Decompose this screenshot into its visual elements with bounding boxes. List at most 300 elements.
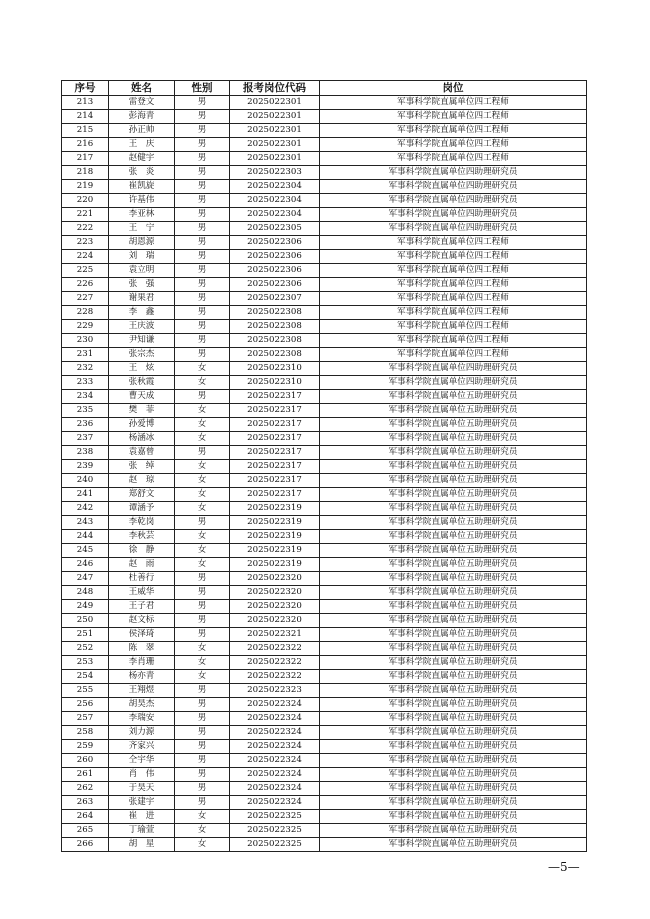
- table-row: [62, 432, 587, 446]
- cell-serial-number: 242: [62, 502, 109, 516]
- cell-position: 军事科学院直属单位四工程师: [320, 306, 587, 320]
- cell-position: 军事科学院直属单位四助理研究员: [320, 362, 587, 376]
- cell-name: 徐 静: [109, 544, 175, 558]
- cell-name: 袁嘉曾: [109, 446, 175, 460]
- cell-serial-number: 265: [62, 824, 109, 838]
- cell-serial-number: 239: [62, 460, 109, 474]
- cell-position-code: 2025022320: [230, 600, 320, 614]
- table-row: [62, 404, 587, 418]
- cell-name: 于昊天: [109, 782, 175, 796]
- table-row: [62, 320, 587, 334]
- cell-serial-number: 241: [62, 488, 109, 502]
- cell-position: 军事科学院直属单位五助理研究员: [320, 838, 587, 852]
- table-row: [62, 292, 587, 306]
- cell-serial-number: 228: [62, 306, 109, 320]
- cell-position-code: 2025022319: [230, 530, 320, 544]
- cell-position: 军事科学院直属单位五助理研究员: [320, 740, 587, 754]
- cell-position-code: 2025022301: [230, 124, 320, 138]
- header-name: 姓名: [109, 81, 175, 96]
- cell-position-code: 2025022317: [230, 446, 320, 460]
- table-row: [62, 544, 587, 558]
- cell-serial-number: 264: [62, 810, 109, 824]
- cell-gender: 男: [175, 222, 230, 236]
- cell-serial-number: 218: [62, 166, 109, 180]
- cell-gender: 男: [175, 600, 230, 614]
- cell-serial-number: 219: [62, 180, 109, 194]
- cell-position-code: 2025022324: [230, 726, 320, 740]
- cell-name: 张秋霞: [109, 376, 175, 390]
- cell-position: 军事科学院直属单位五助理研究员: [320, 768, 587, 782]
- cell-serial-number: 217: [62, 152, 109, 166]
- cell-gender: 男: [175, 586, 230, 600]
- cell-position: 军事科学院直属单位五助理研究员: [320, 404, 587, 418]
- table-row: [62, 754, 587, 768]
- cell-name: 李 鑫: [109, 306, 175, 320]
- cell-serial-number: 214: [62, 110, 109, 124]
- cell-gender: 男: [175, 278, 230, 292]
- cell-gender: 男: [175, 698, 230, 712]
- cell-gender: 男: [175, 236, 230, 250]
- cell-position-code: 2025022320: [230, 572, 320, 586]
- table-row: [62, 684, 587, 698]
- candidate-table: [61, 80, 587, 852]
- cell-name: 郑舒文: [109, 488, 175, 502]
- cell-position: 军事科学院直属单位四工程师: [320, 96, 587, 110]
- cell-gender: 男: [175, 208, 230, 222]
- cell-serial-number: 251: [62, 628, 109, 642]
- cell-position: 军事科学院直属单位五助理研究员: [320, 516, 587, 530]
- cell-position: 军事科学院直属单位四工程师: [320, 250, 587, 264]
- cell-serial-number: 223: [62, 236, 109, 250]
- cell-gender: 男: [175, 628, 230, 642]
- cell-position: 军事科学院直属单位四工程师: [320, 110, 587, 124]
- cell-gender: 男: [175, 250, 230, 264]
- cell-name: 曹天成: [109, 390, 175, 404]
- cell-position-code: 2025022317: [230, 432, 320, 446]
- table-row: [62, 740, 587, 754]
- cell-position: 军事科学院直属单位四工程师: [320, 278, 587, 292]
- cell-serial-number: 252: [62, 642, 109, 656]
- table-row: [62, 236, 587, 250]
- cell-gender: 女: [175, 418, 230, 432]
- cell-gender: 女: [175, 558, 230, 572]
- cell-position-code: 2025022319: [230, 516, 320, 530]
- cell-serial-number: 246: [62, 558, 109, 572]
- cell-gender: 男: [175, 264, 230, 278]
- cell-gender: 女: [175, 362, 230, 376]
- cell-position: 军事科学院直属单位四工程师: [320, 264, 587, 278]
- header-position-code: 报考岗位代码: [230, 81, 320, 96]
- cell-position: 军事科学院直属单位五助理研究员: [320, 488, 587, 502]
- cell-position-code: 2025022307: [230, 292, 320, 306]
- cell-name: 王翔煜: [109, 684, 175, 698]
- cell-serial-number: 221: [62, 208, 109, 222]
- cell-position: 军事科学院直属单位五助理研究员: [320, 600, 587, 614]
- table-row: [62, 334, 587, 348]
- cell-position-code: 2025022308: [230, 320, 320, 334]
- cell-position: 军事科学院直属单位五助理研究员: [320, 810, 587, 824]
- cell-position: 军事科学院直属单位四工程师: [320, 320, 587, 334]
- table-row: [62, 474, 587, 488]
- cell-serial-number: 261: [62, 768, 109, 782]
- cell-position: 军事科学院直属单位五助理研究员: [320, 698, 587, 712]
- cell-position: 军事科学院直属单位五助理研究员: [320, 796, 587, 810]
- cell-position: 军事科学院直属单位五助理研究员: [320, 530, 587, 544]
- cell-serial-number: 247: [62, 572, 109, 586]
- cell-name: 张 炎: [109, 166, 175, 180]
- cell-serial-number: 243: [62, 516, 109, 530]
- cell-gender: 女: [175, 670, 230, 684]
- cell-position-code: 2025022301: [230, 152, 320, 166]
- cell-position-code: 2025022322: [230, 670, 320, 684]
- cell-position-code: 2025022324: [230, 754, 320, 768]
- table-row: [62, 516, 587, 530]
- cell-name: 袁立明: [109, 264, 175, 278]
- cell-position: 军事科学院直属单位四工程师: [320, 348, 587, 362]
- cell-position-code: 2025022301: [230, 110, 320, 124]
- cell-position: 军事科学院直属单位五助理研究员: [320, 782, 587, 796]
- cell-position-code: 2025022325: [230, 810, 320, 824]
- cell-position: 军事科学院直属单位四助理研究员: [320, 166, 587, 180]
- cell-gender: 男: [175, 782, 230, 796]
- cell-name: 孙正帅: [109, 124, 175, 138]
- cell-gender: 女: [175, 810, 230, 824]
- cell-name: 尹知谦: [109, 334, 175, 348]
- cell-position-code: 2025022319: [230, 544, 320, 558]
- cell-name: 胡昊杰: [109, 698, 175, 712]
- table-row: [62, 166, 587, 180]
- cell-serial-number: 259: [62, 740, 109, 754]
- cell-gender: 女: [175, 642, 230, 656]
- cell-gender: 女: [175, 838, 230, 852]
- cell-position: 军事科学院直属单位五助理研究员: [320, 474, 587, 488]
- cell-position-code: 2025022324: [230, 782, 320, 796]
- cell-position-code: 2025022317: [230, 488, 320, 502]
- cell-position-code: 2025022303: [230, 166, 320, 180]
- cell-name: 李瑞安: [109, 712, 175, 726]
- cell-position: 军事科学院直属单位四助理研究员: [320, 194, 587, 208]
- cell-position-code: 2025022322: [230, 642, 320, 656]
- header-position: 岗位: [320, 81, 587, 96]
- cell-position-code: 2025022325: [230, 838, 320, 852]
- cell-serial-number: 262: [62, 782, 109, 796]
- cell-serial-number: 230: [62, 334, 109, 348]
- cell-serial-number: 266: [62, 838, 109, 852]
- table-row: [62, 572, 587, 586]
- cell-gender: 男: [175, 712, 230, 726]
- table-row: [62, 670, 587, 684]
- cell-name: 王 炫: [109, 362, 175, 376]
- cell-gender: 男: [175, 768, 230, 782]
- cell-name: 许基伟: [109, 194, 175, 208]
- cell-name: 李秋芸: [109, 530, 175, 544]
- cell-name: 刘力源: [109, 726, 175, 740]
- cell-name: 张宗杰: [109, 348, 175, 362]
- cell-gender: 男: [175, 684, 230, 698]
- cell-position-code: 2025022306: [230, 264, 320, 278]
- cell-name: 仝宇华: [109, 754, 175, 768]
- cell-position-code: 2025022317: [230, 460, 320, 474]
- cell-position-code: 2025022305: [230, 222, 320, 236]
- cell-serial-number: 232: [62, 362, 109, 376]
- cell-position: 军事科学院直属单位四工程师: [320, 236, 587, 250]
- table-row: [62, 726, 587, 740]
- cell-serial-number: 254: [62, 670, 109, 684]
- cell-name: 王庆波: [109, 320, 175, 334]
- table-header-row: [62, 81, 587, 96]
- cell-position-code: 2025022324: [230, 796, 320, 810]
- cell-position: 军事科学院直属单位四助理研究员: [320, 376, 587, 390]
- cell-position-code: 2025022323: [230, 684, 320, 698]
- cell-serial-number: 263: [62, 796, 109, 810]
- table-row: [62, 586, 587, 600]
- table-row: [62, 712, 587, 726]
- cell-name: 张 强: [109, 278, 175, 292]
- table-row: [62, 460, 587, 474]
- table-row: [62, 208, 587, 222]
- table-row: [62, 390, 587, 404]
- cell-position-code: 2025022325: [230, 824, 320, 838]
- table-row: [62, 96, 587, 110]
- table-row: [62, 656, 587, 670]
- cell-name: 陈 翠: [109, 642, 175, 656]
- cell-position-code: 2025022308: [230, 348, 320, 362]
- cell-position: 军事科学院直属单位五助理研究员: [320, 432, 587, 446]
- table-row: [62, 768, 587, 782]
- cell-name: 赵 琼: [109, 474, 175, 488]
- table-row: [62, 446, 587, 460]
- table-body: [62, 96, 587, 852]
- cell-gender: 女: [175, 404, 230, 418]
- cell-gender: 男: [175, 446, 230, 460]
- table-row: [62, 782, 587, 796]
- cell-name: 杨亦青: [109, 670, 175, 684]
- cell-name: 王威华: [109, 586, 175, 600]
- cell-position-code: 2025022306: [230, 278, 320, 292]
- table-row: [62, 614, 587, 628]
- cell-name: 赵文标: [109, 614, 175, 628]
- cell-serial-number: 244: [62, 530, 109, 544]
- cell-position-code: 2025022306: [230, 236, 320, 250]
- table-row: [62, 306, 587, 320]
- cell-name: 谢果君: [109, 292, 175, 306]
- cell-name: 赵 雨: [109, 558, 175, 572]
- cell-name: 张 绰: [109, 460, 175, 474]
- table-row: [62, 488, 587, 502]
- cell-position: 军事科学院直属单位四工程师: [320, 124, 587, 138]
- cell-position-code: 2025022319: [230, 502, 320, 516]
- cell-gender: 男: [175, 180, 230, 194]
- cell-position: 军事科学院直属单位五助理研究员: [320, 572, 587, 586]
- cell-serial-number: 249: [62, 600, 109, 614]
- table-row: [62, 824, 587, 838]
- table-row: [62, 110, 587, 124]
- cell-name: 肖 伟: [109, 768, 175, 782]
- table-row: [62, 796, 587, 810]
- cell-position-code: 2025022317: [230, 418, 320, 432]
- table-row: [62, 502, 587, 516]
- cell-name: 崔 进: [109, 810, 175, 824]
- cell-serial-number: 220: [62, 194, 109, 208]
- cell-serial-number: 248: [62, 586, 109, 600]
- cell-position-code: 2025022310: [230, 376, 320, 390]
- cell-serial-number: 216: [62, 138, 109, 152]
- table-row: [62, 348, 587, 362]
- table-row: [62, 838, 587, 852]
- cell-gender: 女: [175, 544, 230, 558]
- cell-serial-number: 229: [62, 320, 109, 334]
- table-row: [62, 278, 587, 292]
- cell-serial-number: 213: [62, 96, 109, 110]
- cell-name: 赵健宇: [109, 152, 175, 166]
- cell-position: 军事科学院直属单位四工程师: [320, 152, 587, 166]
- cell-gender: 男: [175, 572, 230, 586]
- cell-position-code: 2025022304: [230, 180, 320, 194]
- cell-serial-number: 222: [62, 222, 109, 236]
- cell-position-code: 2025022306: [230, 250, 320, 264]
- cell-gender: 女: [175, 530, 230, 544]
- cell-position: 军事科学院直属单位五助理研究员: [320, 642, 587, 656]
- table-row: [62, 642, 587, 656]
- cell-name: 杨涵冰: [109, 432, 175, 446]
- cell-gender: 女: [175, 488, 230, 502]
- cell-gender: 女: [175, 460, 230, 474]
- cell-serial-number: 238: [62, 446, 109, 460]
- table-row: [62, 362, 587, 376]
- cell-serial-number: 258: [62, 726, 109, 740]
- cell-name: 李乾岗: [109, 516, 175, 530]
- table-row: [62, 222, 587, 236]
- cell-name: 李亚林: [109, 208, 175, 222]
- cell-name: 杜善行: [109, 572, 175, 586]
- table-row: [62, 376, 587, 390]
- cell-serial-number: 236: [62, 418, 109, 432]
- cell-serial-number: 255: [62, 684, 109, 698]
- cell-gender: 男: [175, 124, 230, 138]
- cell-serial-number: 234: [62, 390, 109, 404]
- cell-gender: 男: [175, 348, 230, 362]
- cell-name: 齐家兴: [109, 740, 175, 754]
- cell-gender: 男: [175, 334, 230, 348]
- cell-position: 军事科学院直属单位五助理研究员: [320, 586, 587, 600]
- cell-serial-number: 250: [62, 614, 109, 628]
- cell-serial-number: 245: [62, 544, 109, 558]
- cell-position: 军事科学院直属单位四助理研究员: [320, 208, 587, 222]
- table-row: [62, 600, 587, 614]
- cell-serial-number: 231: [62, 348, 109, 362]
- cell-position-code: 2025022322: [230, 656, 320, 670]
- cell-position-code: 2025022324: [230, 740, 320, 754]
- cell-position: 军事科学院直属单位四工程师: [320, 334, 587, 348]
- cell-gender: 男: [175, 390, 230, 404]
- cell-gender: 女: [175, 474, 230, 488]
- cell-position: 军事科学院直属单位五助理研究员: [320, 390, 587, 404]
- cell-name: 丁瑜萱: [109, 824, 175, 838]
- table-row: [62, 810, 587, 824]
- header-gender: 性别: [175, 81, 230, 96]
- cell-gender: 女: [175, 376, 230, 390]
- cell-position: 军事科学院直属单位四工程师: [320, 292, 587, 306]
- cell-position: 军事科学院直属单位五助理研究员: [320, 460, 587, 474]
- cell-gender: 男: [175, 292, 230, 306]
- cell-position: 军事科学院直属单位五助理研究员: [320, 656, 587, 670]
- cell-gender: 男: [175, 152, 230, 166]
- cell-position: 军事科学院直属单位五助理研究员: [320, 544, 587, 558]
- cell-gender: 男: [175, 320, 230, 334]
- cell-position: 军事科学院直属单位五助理研究员: [320, 614, 587, 628]
- candidate-list-sheet: [61, 80, 586, 852]
- cell-position-code: 2025022319: [230, 558, 320, 572]
- cell-position-code: 2025022317: [230, 390, 320, 404]
- cell-gender: 男: [175, 110, 230, 124]
- cell-position: 军事科学院直属单位五助理研究员: [320, 628, 587, 642]
- cell-position-code: 2025022304: [230, 194, 320, 208]
- cell-name: 侯泽琦: [109, 628, 175, 642]
- cell-name: 崔凯旋: [109, 180, 175, 194]
- table-row: [62, 628, 587, 642]
- cell-gender: 女: [175, 824, 230, 838]
- cell-position: 军事科学院直属单位四助理研究员: [320, 222, 587, 236]
- cell-name: 孙爱博: [109, 418, 175, 432]
- cell-serial-number: 235: [62, 404, 109, 418]
- cell-name: 李肖珊: [109, 656, 175, 670]
- cell-position: 军事科学院直属单位四工程师: [320, 138, 587, 152]
- cell-position-code: 2025022320: [230, 586, 320, 600]
- cell-serial-number: 260: [62, 754, 109, 768]
- cell-position: 军事科学院直属单位五助理研究员: [320, 418, 587, 432]
- cell-gender: 男: [175, 306, 230, 320]
- cell-serial-number: 240: [62, 474, 109, 488]
- cell-position: 军事科学院直属单位五助理研究员: [320, 502, 587, 516]
- cell-position-code: 2025022320: [230, 614, 320, 628]
- cell-name: 彭海青: [109, 110, 175, 124]
- cell-position: 军事科学院直属单位五助理研究员: [320, 670, 587, 684]
- cell-name: 王 庆: [109, 138, 175, 152]
- cell-serial-number: 227: [62, 292, 109, 306]
- cell-position-code: 2025022308: [230, 334, 320, 348]
- cell-gender: 男: [175, 516, 230, 530]
- cell-position: 军事科学院直属单位五助理研究员: [320, 754, 587, 768]
- cell-gender: 男: [175, 138, 230, 152]
- cell-gender: 男: [175, 796, 230, 810]
- cell-serial-number: 233: [62, 376, 109, 390]
- cell-gender: 女: [175, 656, 230, 670]
- cell-position-code: 2025022308: [230, 306, 320, 320]
- cell-position-code: 2025022301: [230, 96, 320, 110]
- table-row: [62, 194, 587, 208]
- cell-gender: 男: [175, 740, 230, 754]
- header-serial-number: 序号: [62, 81, 109, 96]
- cell-position: 军事科学院直属单位五助理研究员: [320, 446, 587, 460]
- cell-position-code: 2025022301: [230, 138, 320, 152]
- cell-name: 张建宇: [109, 796, 175, 810]
- cell-position-code: 2025022317: [230, 404, 320, 418]
- table-row: [62, 180, 587, 194]
- table-row: [62, 138, 587, 152]
- table-row: [62, 152, 587, 166]
- table-row: [62, 698, 587, 712]
- cell-name: 胡 星: [109, 838, 175, 852]
- table-row: [62, 530, 587, 544]
- cell-position-code: 2025022321: [230, 628, 320, 642]
- cell-gender: 男: [175, 96, 230, 110]
- table-row: [62, 418, 587, 432]
- table-row: [62, 124, 587, 138]
- cell-gender: 男: [175, 614, 230, 628]
- cell-name: 刘 瑞: [109, 250, 175, 264]
- cell-serial-number: 215: [62, 124, 109, 138]
- cell-name: 樊 菲: [109, 404, 175, 418]
